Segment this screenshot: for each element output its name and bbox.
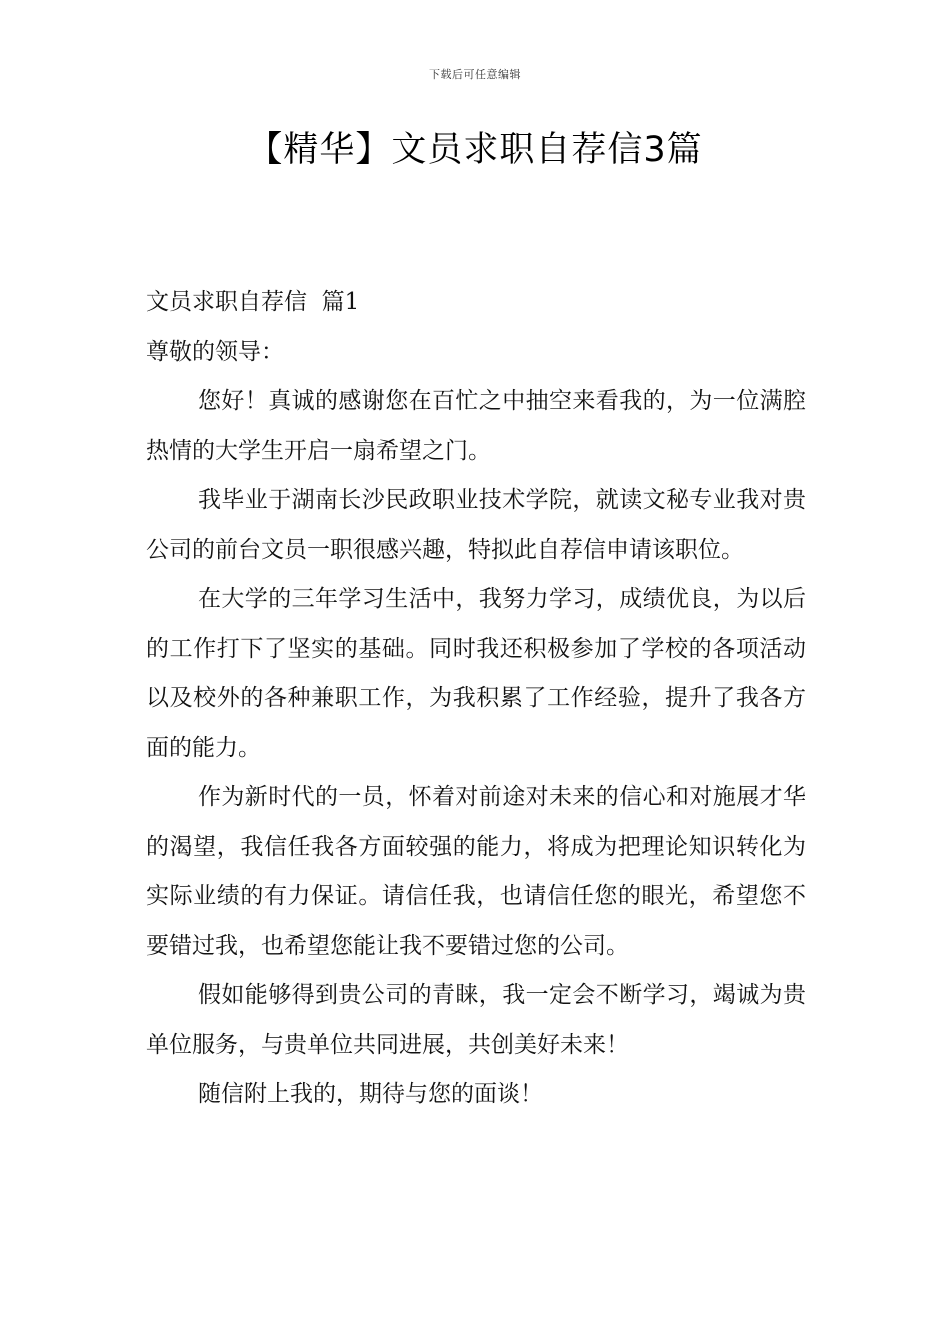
paragraph-greeting: 您好！真诚的感谢您在百忙之中抽空来看我的，为一位满腔热情的大学生开启一扇希望之门。: [146, 388, 806, 464]
paragraph-closing: 随信附上我的，期待与您的面谈！: [198, 1081, 543, 1107]
salutation: 尊敬的领导：: [146, 338, 284, 365]
document-body: [146, 278, 806, 1120]
paragraph-education: 我毕业于湖南长沙民政职业技术学院，就读文秘专业我对贵公司的前台文员一职很感兴趣，特拟此自荐信申请该职位。: [146, 487, 806, 563]
paragraph-commitment: 假如能够得到贵公司的青睐，我一定会不断学习，竭诚为贵单位服务，与贵单位共同进展，共创美好未来！: [146, 982, 806, 1058]
paragraph-ambition: 作为新时代的一员，怀着对前途对未来的信心和对施展才华的渴望，我信任我各方面较强的能力，将成为把理论知识转化为实际业绩的有力保证。请信任我，也请信任您的眼光，希望您不要错过我，也希望您能让我不要错过您的公司。: [146, 784, 806, 959]
section-heading: 文员求职自荐信 篇1: [146, 289, 360, 315]
document-title: 【精华】文员求职自荐信3篇: [247, 130, 703, 170]
paragraph-university-life: 在大学的三年学习生活中，我努力学习，成绩优良，为以后的工作打下了坚实的基础。同时我还积极参加了学校的各项活动以及校外的各种兼职工作，为我积累了工作经验，提升了我各方面的能力。: [146, 586, 806, 761]
header-note: 下载后可任意编辑: [429, 68, 521, 81]
